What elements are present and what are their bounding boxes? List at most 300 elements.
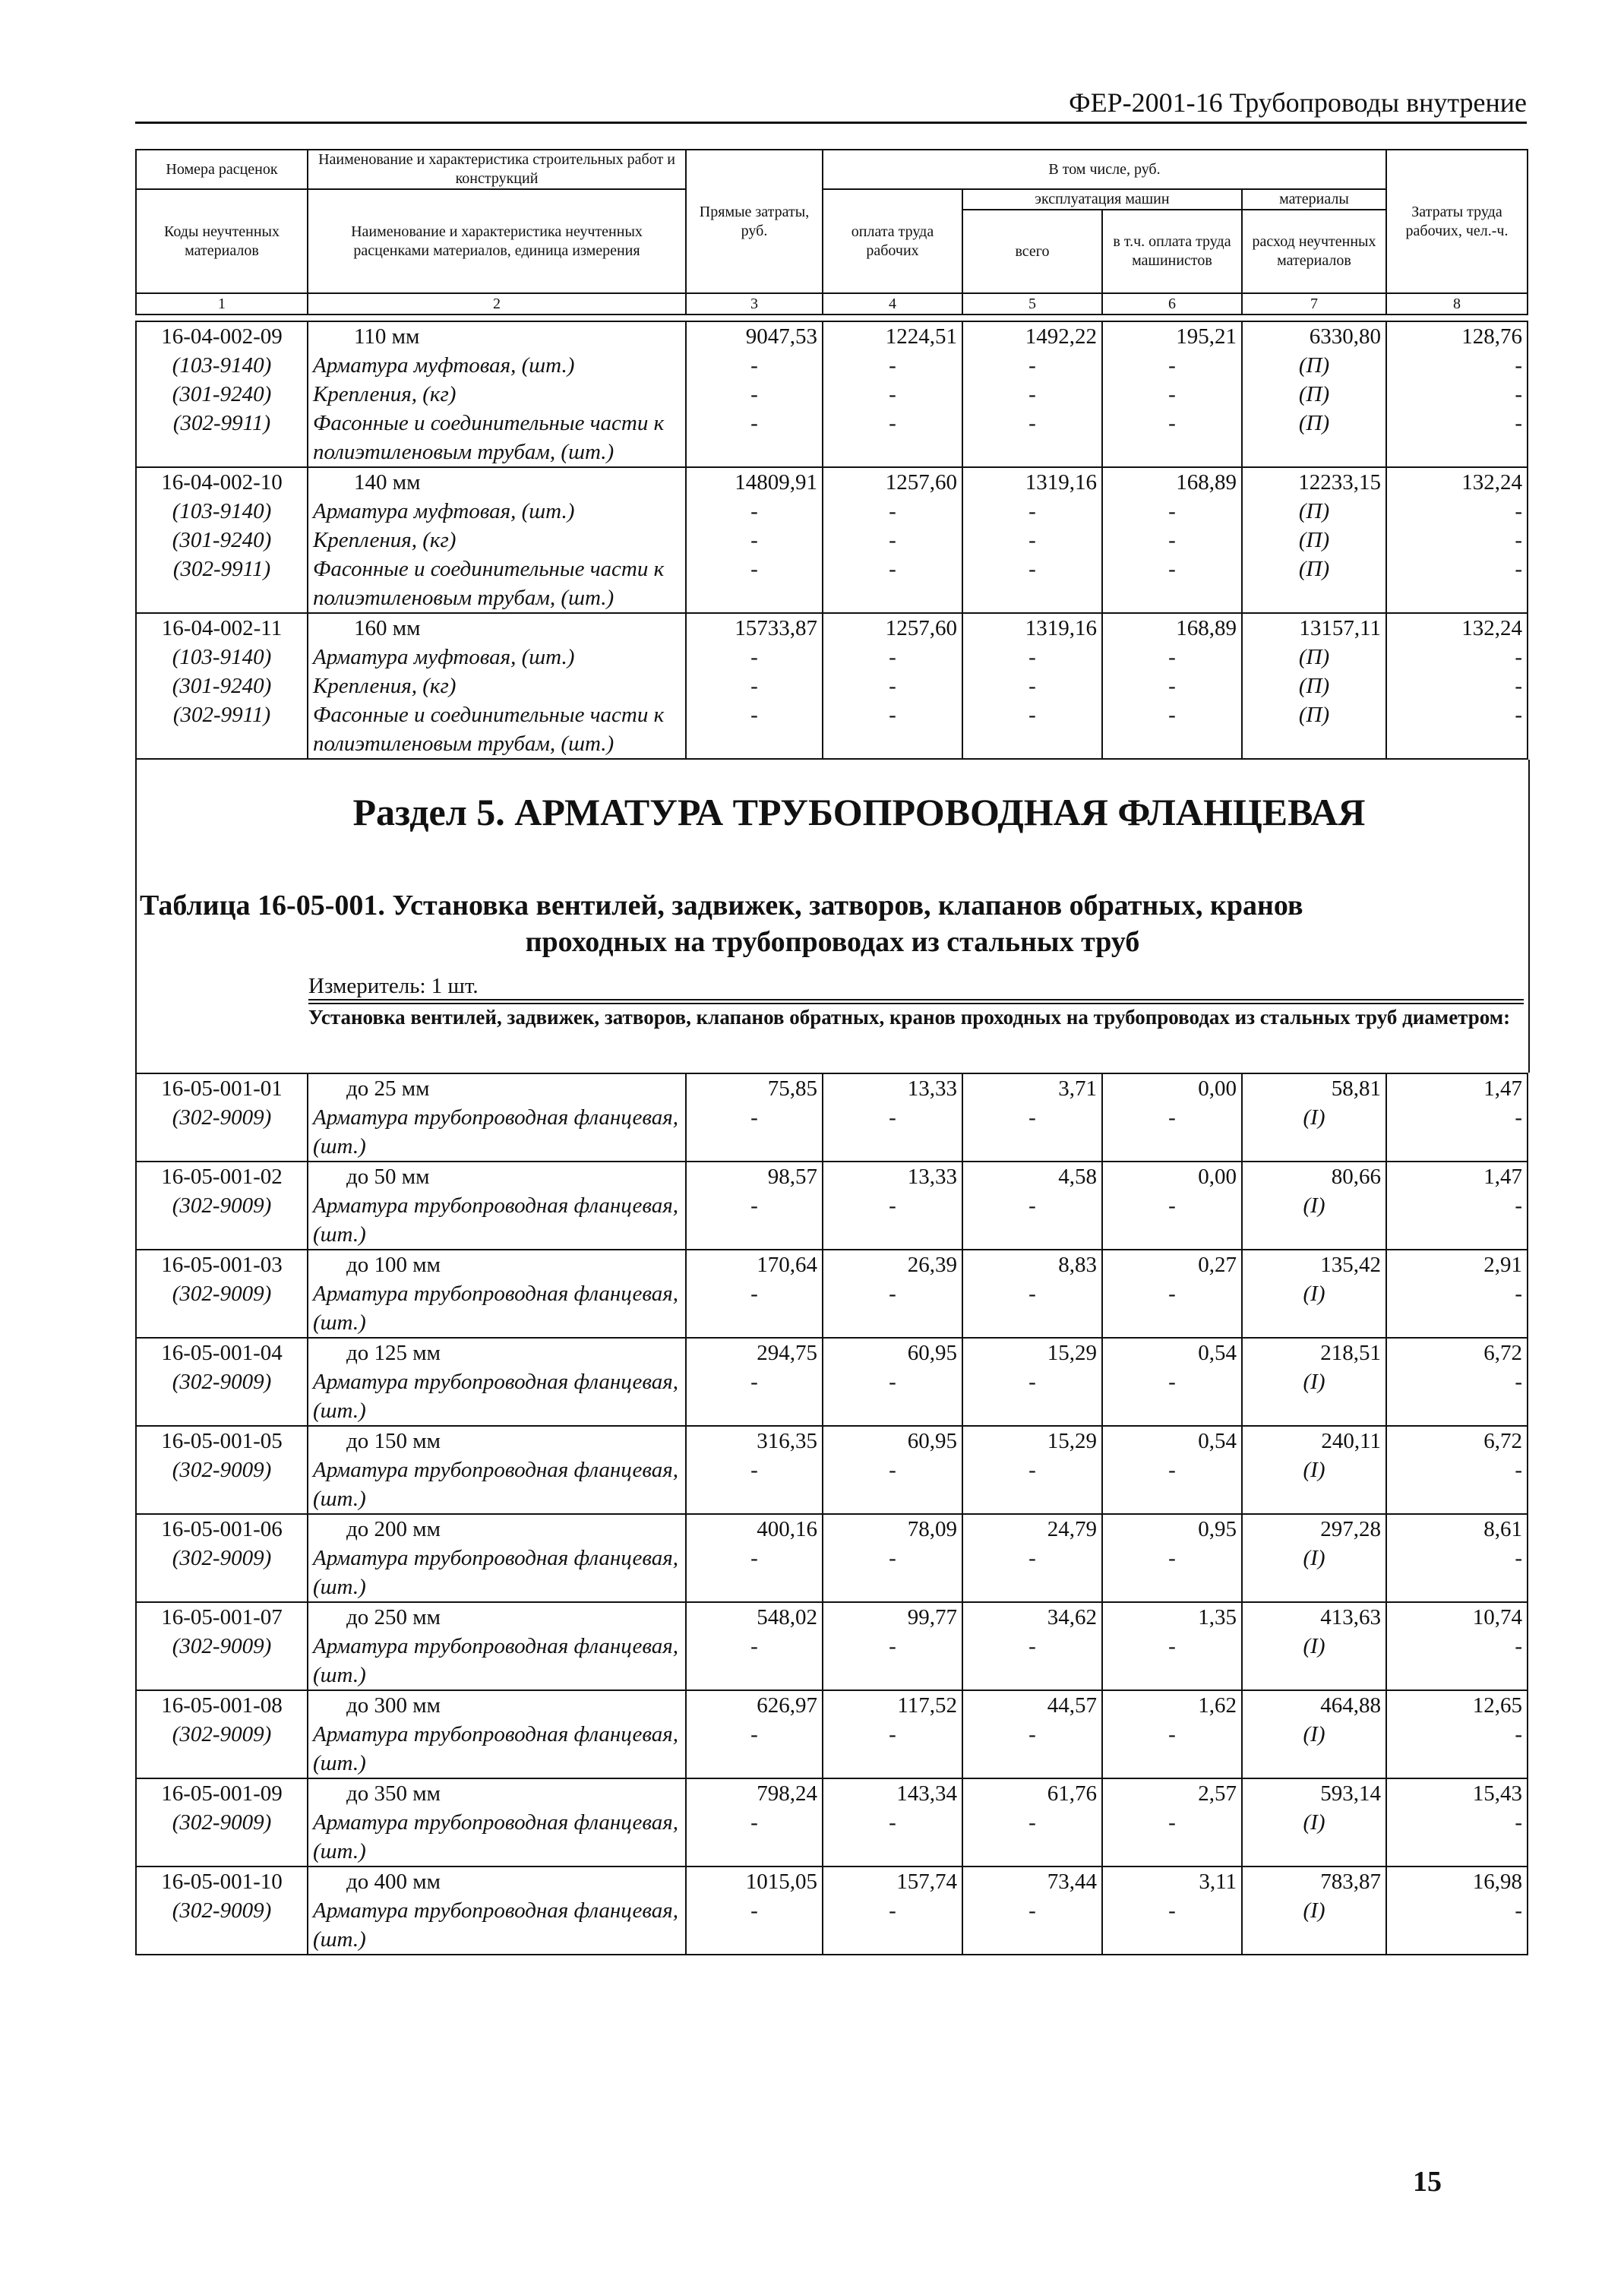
cell-v6: - — [1102, 555, 1242, 613]
header-col4: оплата труда рабочих — [823, 189, 962, 293]
section-title: Раздел 5. АРМАТУРА ТРУБОПРОВОДНАЯ ФЛАНЦЕВАЯ — [352, 791, 1366, 833]
cell-v8: - — [1386, 1896, 1528, 1955]
cell-v6: 168,89 — [1102, 467, 1242, 497]
cell-v3: - — [686, 1632, 823, 1690]
cell-v8: 1,47 — [1386, 1073, 1528, 1103]
section-block — [135, 760, 1530, 1073]
material-code: (302-9009) — [136, 1896, 308, 1955]
header-num: 1 — [136, 293, 308, 315]
cell-v5: - — [962, 1544, 1102, 1602]
cell-v6: - — [1102, 1720, 1242, 1778]
table-body-top — [135, 321, 1528, 760]
cell-v6: 195,21 — [1102, 321, 1242, 351]
material-name: Арматура муфтовая, (шт.) — [308, 351, 686, 380]
cell-v6: - — [1102, 409, 1242, 467]
header-num: 6 — [1102, 293, 1242, 315]
rate-code: 16-05-001-08 — [136, 1690, 308, 1720]
cell-v7: 80,66 — [1242, 1162, 1386, 1191]
cell-v5: 1492,22 — [962, 321, 1102, 351]
cell-v3: 316,35 — [686, 1426, 823, 1456]
cell-v5: 1319,16 — [962, 613, 1102, 643]
header-col8: Затраты труда рабочих, чел.-ч. — [1386, 150, 1528, 293]
material-code: (301-9240) — [136, 380, 308, 409]
cell-v4: - — [823, 1367, 962, 1426]
table-row — [136, 1338, 1528, 1367]
cell-v4: - — [823, 351, 962, 380]
cell-v5: - — [962, 380, 1102, 409]
material-code: (302-9009) — [136, 1191, 308, 1250]
cell-v8: - — [1386, 1191, 1528, 1250]
cell-v4: - — [823, 1544, 962, 1602]
cell-v7: (I) — [1242, 1720, 1386, 1778]
rate-name: до 250 мм — [308, 1602, 686, 1632]
cell-v4: - — [823, 1632, 962, 1690]
cell-v3: - — [686, 1808, 823, 1867]
cell-v6: - — [1102, 351, 1242, 380]
material-code: (301-9240) — [136, 672, 308, 700]
cell-v7: 413,63 — [1242, 1602, 1386, 1632]
cell-v7: (I) — [1242, 1367, 1386, 1426]
cell-v6: - — [1102, 526, 1242, 555]
cell-v5: 34,62 — [962, 1602, 1102, 1632]
header-num: 3 — [686, 293, 823, 315]
material-row — [136, 409, 1528, 467]
cell-v3: - — [686, 409, 823, 467]
cell-v3: - — [686, 672, 823, 700]
rate-name: 160 мм — [308, 613, 686, 643]
cell-v8: - — [1386, 672, 1528, 700]
header-machines: эксплуатация машин — [962, 189, 1242, 210]
material-name: Арматура трубопроводная фланцевая, (шт.) — [308, 1720, 686, 1778]
header-materials: материалы — [1242, 189, 1386, 210]
cell-v8: - — [1386, 1279, 1528, 1338]
cell-v8: - — [1386, 555, 1528, 613]
cell-v7: 464,88 — [1242, 1690, 1386, 1720]
cell-v4: - — [823, 1456, 962, 1514]
table-row — [136, 1250, 1528, 1279]
cell-v7: 593,14 — [1242, 1778, 1386, 1808]
table-row — [136, 321, 1528, 351]
table-row — [136, 1602, 1528, 1632]
cell-v3: - — [686, 700, 823, 759]
cell-v3: - — [686, 643, 823, 672]
cell-v3: - — [686, 1191, 823, 1250]
measure-unit: Измеритель: 1 шт. — [308, 974, 1524, 1000]
cell-v8: - — [1386, 643, 1528, 672]
cell-v4: - — [823, 1896, 962, 1955]
cell-v4: 143,34 — [823, 1778, 962, 1808]
cell-v6: 0,54 — [1102, 1338, 1242, 1367]
rate-name: 140 мм — [308, 467, 686, 497]
cell-v6: 2,57 — [1102, 1778, 1242, 1808]
cell-v6: - — [1102, 643, 1242, 672]
cell-v3: 75,85 — [686, 1073, 823, 1103]
material-name: Арматура трубопроводная фланцевая, (шт.) — [308, 1896, 686, 1955]
cell-v3: - — [686, 351, 823, 380]
material-row — [136, 1367, 1528, 1426]
cell-v3: 98,57 — [686, 1162, 823, 1191]
cell-v3: - — [686, 380, 823, 409]
material-row — [136, 1720, 1528, 1778]
cell-v6: - — [1102, 1103, 1242, 1162]
cell-v7: (I) — [1242, 1896, 1386, 1955]
material-name: Фасонные и соединительные части к полиэтиленовым трубам, (шт.) — [308, 409, 686, 467]
cell-v6: 168,89 — [1102, 613, 1242, 643]
material-code: (302-9009) — [136, 1279, 308, 1338]
cell-v4: - — [823, 643, 962, 672]
cell-v4: 60,95 — [823, 1338, 962, 1367]
cell-v6: - — [1102, 1544, 1242, 1602]
table-title-line1: Таблица 16-05-001. Установка вентилей, задвижек, затворов, клапанов обратных, кранов — [140, 890, 1303, 921]
cell-v5: 8,83 — [962, 1250, 1102, 1279]
cell-v6: 0,95 — [1102, 1514, 1242, 1544]
cell-v3: - — [686, 1456, 823, 1514]
cell-v8: 15,43 — [1386, 1778, 1528, 1808]
material-row — [136, 1456, 1528, 1514]
rate-code: 16-04-002-11 — [136, 613, 308, 643]
cell-v5: 1319,16 — [962, 467, 1102, 497]
cell-v5: - — [962, 1720, 1102, 1778]
material-row — [136, 643, 1528, 672]
cell-v8: 1,47 — [1386, 1162, 1528, 1191]
cell-v4: 1257,60 — [823, 613, 962, 643]
cell-v7: (П) — [1242, 497, 1386, 526]
cell-v6: - — [1102, 1279, 1242, 1338]
cell-v7: 6330,80 — [1242, 321, 1386, 351]
cell-v8: - — [1386, 1456, 1528, 1514]
cell-v5: 44,57 — [962, 1690, 1102, 1720]
cell-v5: 4,58 — [962, 1162, 1102, 1191]
cell-v7: (I) — [1242, 1279, 1386, 1338]
cell-v7: (П) — [1242, 409, 1386, 467]
cell-v4: - — [823, 409, 962, 467]
cell-v3: 626,97 — [686, 1690, 823, 1720]
cell-v4: - — [823, 380, 962, 409]
cell-v8: - — [1386, 409, 1528, 467]
table-row — [136, 1690, 1528, 1720]
cell-v6: - — [1102, 700, 1242, 759]
cell-v6: 3,11 — [1102, 1867, 1242, 1896]
cell-v3: - — [686, 497, 823, 526]
rate-name: до 25 мм — [308, 1073, 686, 1103]
cell-v7: (П) — [1242, 555, 1386, 613]
rate-name: до 350 мм — [308, 1778, 686, 1808]
cell-v3: - — [686, 1103, 823, 1162]
cell-v8: - — [1386, 351, 1528, 380]
header-col5: всего — [962, 210, 1102, 293]
rate-name: до 150 мм — [308, 1426, 686, 1456]
rate-code: 16-05-001-03 — [136, 1250, 308, 1279]
material-row — [136, 351, 1528, 380]
cell-v4: 1257,60 — [823, 467, 962, 497]
cell-v4: 26,39 — [823, 1250, 962, 1279]
material-name: Крепления, (кг) — [308, 526, 686, 555]
material-name: Арматура трубопроводная фланцевая, (шт.) — [308, 1103, 686, 1162]
material-row — [136, 555, 1528, 613]
material-code: (301-9240) — [136, 526, 308, 555]
material-row — [136, 700, 1528, 759]
cell-v7: (П) — [1242, 672, 1386, 700]
header-col1-bottom: Коды неучтенных материалов — [136, 189, 308, 293]
material-code: (302-9009) — [136, 1544, 308, 1602]
material-code: (302-9911) — [136, 555, 308, 613]
material-code: (302-9009) — [136, 1632, 308, 1690]
cell-v6: 1,62 — [1102, 1690, 1242, 1720]
cell-v3: 294,75 — [686, 1338, 823, 1367]
table-row — [136, 613, 1528, 643]
material-code: (302-9009) — [136, 1367, 308, 1426]
material-name: Арматура трубопроводная фланцевая, (шт.) — [308, 1808, 686, 1867]
material-row — [136, 1103, 1528, 1162]
table-header — [135, 149, 1528, 315]
cell-v5: - — [962, 1896, 1102, 1955]
cell-v7: (П) — [1242, 526, 1386, 555]
cell-v8: - — [1386, 1367, 1528, 1426]
cell-v6: - — [1102, 380, 1242, 409]
cell-v5: - — [962, 409, 1102, 467]
cell-v5: 15,29 — [962, 1426, 1102, 1456]
page-number: 15 — [1413, 2166, 1442, 2198]
cell-v5: - — [962, 1808, 1102, 1867]
rate-name: до 50 мм — [308, 1162, 686, 1191]
table-row — [136, 1073, 1528, 1103]
table-title-line2: проходных на трубопроводах из стальных труб — [525, 926, 1140, 958]
material-code: (302-9911) — [136, 409, 308, 467]
header-num: 4 — [823, 293, 962, 315]
material-name: Арматура трубопроводная фланцевая, (шт.) — [308, 1544, 686, 1602]
cell-v8: - — [1386, 1632, 1528, 1690]
cell-v3: 548,02 — [686, 1602, 823, 1632]
rate-code: 16-04-002-10 — [136, 467, 308, 497]
material-code: (302-9009) — [136, 1808, 308, 1867]
header-col2-top: Наименование и характеристика строительных работ и конструкций — [308, 150, 686, 189]
cell-v7: 13157,11 — [1242, 613, 1386, 643]
header-col7: расход неучтенных материалов — [1242, 210, 1386, 293]
table-row — [136, 1867, 1528, 1896]
cell-v8: 132,24 — [1386, 613, 1528, 643]
cell-v4: - — [823, 1103, 962, 1162]
table-row — [136, 1162, 1528, 1191]
cell-v6: - — [1102, 1896, 1242, 1955]
material-name: Крепления, (кг) — [308, 672, 686, 700]
cell-v8: 8,61 — [1386, 1514, 1528, 1544]
rate-code: 16-05-001-05 — [136, 1426, 308, 1456]
material-name: Фасонные и соединительные части к полиэтиленовым трубам, (шт.) — [308, 555, 686, 613]
cell-v7: (I) — [1242, 1191, 1386, 1250]
rate-name: 110 мм — [308, 321, 686, 351]
header-incl: В том числе, руб. — [823, 150, 1386, 189]
rate-name: до 400 мм — [308, 1867, 686, 1896]
cell-v4: - — [823, 555, 962, 613]
material-row — [136, 1544, 1528, 1602]
page-header: ФЕР-2001-16 Трубопроводы внутрение — [135, 84, 1527, 124]
material-row — [136, 672, 1528, 700]
cell-v7: (П) — [1242, 351, 1386, 380]
cell-v7: (I) — [1242, 1808, 1386, 1867]
cell-v4: - — [823, 497, 962, 526]
cell-v4: 117,52 — [823, 1690, 962, 1720]
cell-v3: - — [686, 555, 823, 613]
material-name: Арматура муфтовая, (шт.) — [308, 497, 686, 526]
cell-v8: 12,65 — [1386, 1690, 1528, 1720]
material-name: Арматура трубопроводная фланцевая, (шт.) — [308, 1279, 686, 1338]
cell-v6: - — [1102, 1632, 1242, 1690]
cell-v6: - — [1102, 1367, 1242, 1426]
rate-name: до 125 мм — [308, 1338, 686, 1367]
cell-v7: 12233,15 — [1242, 467, 1386, 497]
material-name: Фасонные и соединительные части к полиэтиленовым трубам, (шт.) — [308, 700, 686, 759]
rate-code: 16-05-001-06 — [136, 1514, 308, 1544]
cell-v5: 73,44 — [962, 1867, 1102, 1896]
header-num: 8 — [1386, 293, 1528, 315]
cell-v6: 0,27 — [1102, 1250, 1242, 1279]
cell-v4: - — [823, 672, 962, 700]
cell-v4: - — [823, 1191, 962, 1250]
cell-v5: 3,71 — [962, 1073, 1102, 1103]
material-name: Арматура трубопроводная фланцевая, (шт.) — [308, 1367, 686, 1426]
cell-v5: - — [962, 1632, 1102, 1690]
cell-v8: 6,72 — [1386, 1426, 1528, 1456]
table-row — [136, 1426, 1528, 1456]
cell-v5: - — [962, 1103, 1102, 1162]
table-row — [136, 467, 1528, 497]
cell-v7: 240,11 — [1242, 1426, 1386, 1456]
cell-v5: - — [962, 351, 1102, 380]
material-code: (103-9140) — [136, 643, 308, 672]
cell-v3: 798,24 — [686, 1778, 823, 1808]
cell-v6: 0,54 — [1102, 1426, 1242, 1456]
cell-v4: - — [823, 700, 962, 759]
material-name: Арматура муфтовая, (шт.) — [308, 643, 686, 672]
cell-v8: 2,91 — [1386, 1250, 1528, 1279]
cell-v8: - — [1386, 380, 1528, 409]
material-row — [136, 497, 1528, 526]
rate-code: 16-05-001-07 — [136, 1602, 308, 1632]
material-row — [136, 1896, 1528, 1955]
header-num: 2 — [308, 293, 686, 315]
cell-v4: - — [823, 1808, 962, 1867]
cell-v3: - — [686, 1544, 823, 1602]
cell-v8: 10,74 — [1386, 1602, 1528, 1632]
cell-v6: - — [1102, 1191, 1242, 1250]
cell-v3: 9047,53 — [686, 321, 823, 351]
material-code: (302-9911) — [136, 700, 308, 759]
cell-v3: 400,16 — [686, 1514, 823, 1544]
material-name: Арматура трубопроводная фланцевая, (шт.) — [308, 1632, 686, 1690]
cell-v3: - — [686, 1896, 823, 1955]
material-row — [136, 1191, 1528, 1250]
cell-v6: - — [1102, 497, 1242, 526]
cell-v7: (П) — [1242, 700, 1386, 759]
material-name: Арматура трубопроводная фланцевая, (шт.) — [308, 1456, 686, 1514]
material-name: Арматура трубопроводная фланцевая, (шт.) — [308, 1191, 686, 1250]
cell-v7: 135,42 — [1242, 1250, 1386, 1279]
rate-code: 16-05-001-02 — [136, 1162, 308, 1191]
cell-v7: (I) — [1242, 1103, 1386, 1162]
material-code: (302-9009) — [136, 1456, 308, 1514]
cell-v7: 783,87 — [1242, 1867, 1386, 1896]
cell-v5: 61,76 — [962, 1778, 1102, 1808]
cell-v4: - — [823, 1720, 962, 1778]
header-num: 7 — [1242, 293, 1386, 315]
rate-name: до 300 мм — [308, 1690, 686, 1720]
cell-v3: 170,64 — [686, 1250, 823, 1279]
cell-v3: - — [686, 526, 823, 555]
cell-v8: - — [1386, 700, 1528, 759]
cell-v5: - — [962, 555, 1102, 613]
cell-v4: 1224,51 — [823, 321, 962, 351]
cell-v8: - — [1386, 497, 1528, 526]
header-col3: Прямые затраты, руб. — [686, 150, 823, 293]
material-code: (103-9140) — [136, 497, 308, 526]
cell-v5: - — [962, 1367, 1102, 1426]
cell-v6: 1,35 — [1102, 1602, 1242, 1632]
material-code: (103-9140) — [136, 351, 308, 380]
cell-v8: 6,72 — [1386, 1338, 1528, 1367]
cell-v4: 60,95 — [823, 1426, 962, 1456]
cell-v4: 157,74 — [823, 1867, 962, 1896]
rate-code: 16-05-001-09 — [136, 1778, 308, 1808]
cell-v3: - — [686, 1367, 823, 1426]
table-row — [136, 1778, 1528, 1808]
cell-v6: - — [1102, 1808, 1242, 1867]
material-row — [136, 1808, 1528, 1867]
cell-v8: - — [1386, 1808, 1528, 1867]
cell-v4: 78,09 — [823, 1514, 962, 1544]
header-col1-top: Номера расценок — [136, 150, 308, 189]
cell-v5: - — [962, 672, 1102, 700]
cell-v7: 297,28 — [1242, 1514, 1386, 1544]
cell-v6: - — [1102, 672, 1242, 700]
cell-v3: 14809,91 — [686, 467, 823, 497]
cell-v7: (П) — [1242, 380, 1386, 409]
header-num: 5 — [962, 293, 1102, 315]
header-col2-bottom: Наименование и характеристика неучтенных расценками материалов, единица измерения — [308, 189, 686, 293]
cell-v4: 13,33 — [823, 1073, 962, 1103]
cell-v4: - — [823, 1279, 962, 1338]
cell-v5: - — [962, 700, 1102, 759]
cell-v4: 99,77 — [823, 1602, 962, 1632]
table-body-bottom — [135, 1073, 1528, 1955]
material-row — [136, 1279, 1528, 1338]
table-row — [136, 1514, 1528, 1544]
cell-v7: 58,81 — [1242, 1073, 1386, 1103]
rate-code: 16-04-002-09 — [136, 321, 308, 351]
cell-v8: 16,98 — [1386, 1867, 1528, 1896]
cell-v3: 1015,05 — [686, 1867, 823, 1896]
table-description: Установка вентилей, задвижек, затворов, клапанов обратных, кранов проходных на трубопроводах из стальных труб диаметром: — [308, 1003, 1524, 1030]
cell-v5: 15,29 — [962, 1338, 1102, 1367]
material-row — [136, 380, 1528, 409]
cell-v5: - — [962, 497, 1102, 526]
cell-v5: - — [962, 1279, 1102, 1338]
cell-v8: 132,24 — [1386, 467, 1528, 497]
material-name: Крепления, (кг) — [308, 380, 686, 409]
cell-v6: 0,00 — [1102, 1162, 1242, 1191]
cell-v8: - — [1386, 1103, 1528, 1162]
cell-v8: - — [1386, 526, 1528, 555]
cell-v7: 218,51 — [1242, 1338, 1386, 1367]
cell-v3: 15733,87 — [686, 613, 823, 643]
rate-name: до 100 мм — [308, 1250, 686, 1279]
cell-v7: (I) — [1242, 1456, 1386, 1514]
material-code: (302-9009) — [136, 1720, 308, 1778]
cell-v3: - — [686, 1720, 823, 1778]
cell-v8: - — [1386, 1720, 1528, 1778]
cell-v7: (П) — [1242, 643, 1386, 672]
cell-v7: (I) — [1242, 1544, 1386, 1602]
cell-v5: 24,79 — [962, 1514, 1102, 1544]
